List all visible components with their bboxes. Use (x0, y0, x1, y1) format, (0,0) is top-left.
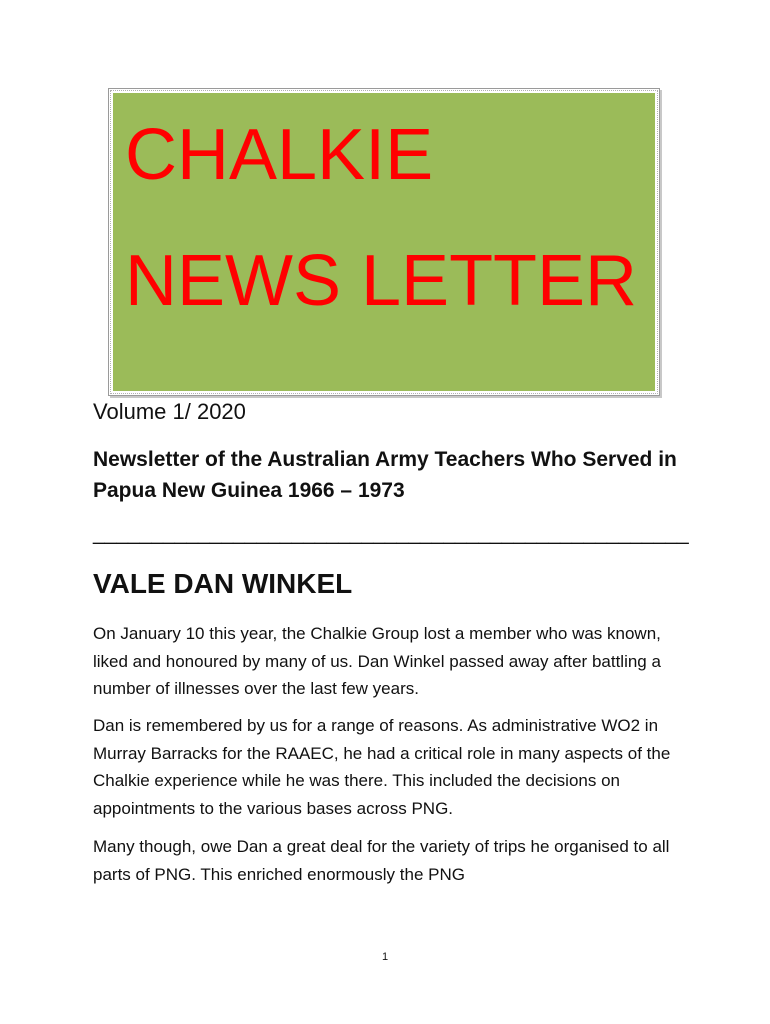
article-paragraph: On January 10 this year, the Chalkie Group lost a member who was known, liked and honoured by many of us. Dan Winkel passed away after battling a number of illnesses over the last few years. (93, 624, 661, 698)
title-banner-fill (113, 93, 655, 391)
banner-title-line-2: NEWS LETTER (125, 241, 638, 321)
horizontal-rule: ___________________________________________________ (93, 522, 689, 545)
newsletter-subtitle: Newsletter of the Australian Army Teachers Who Served in Papua New Guinea 1966 – 1973 (93, 448, 677, 502)
article-paragraph: Dan is remembered by us for a range of reasons. As administrative WO2 in Murray Barracks for the RAAEC, he had a critical role in many aspects of the Chalkie experience while he was there. This included the decisions on appointments to the various bases across PNG. (93, 716, 671, 818)
banner-title-line-1: CHALKIE (125, 115, 434, 195)
page-number: 1 (381, 951, 389, 963)
article-heading: VALE DAN WINKEL (93, 568, 353, 599)
article-paragraph: Many though, owe Dan a great deal for the variety of trips he organised to all parts of PNG. This enriched enormously the PNG (93, 837, 670, 884)
volume-label: Volume 1/ 2020 (93, 399, 246, 424)
title-banner (108, 88, 660, 396)
